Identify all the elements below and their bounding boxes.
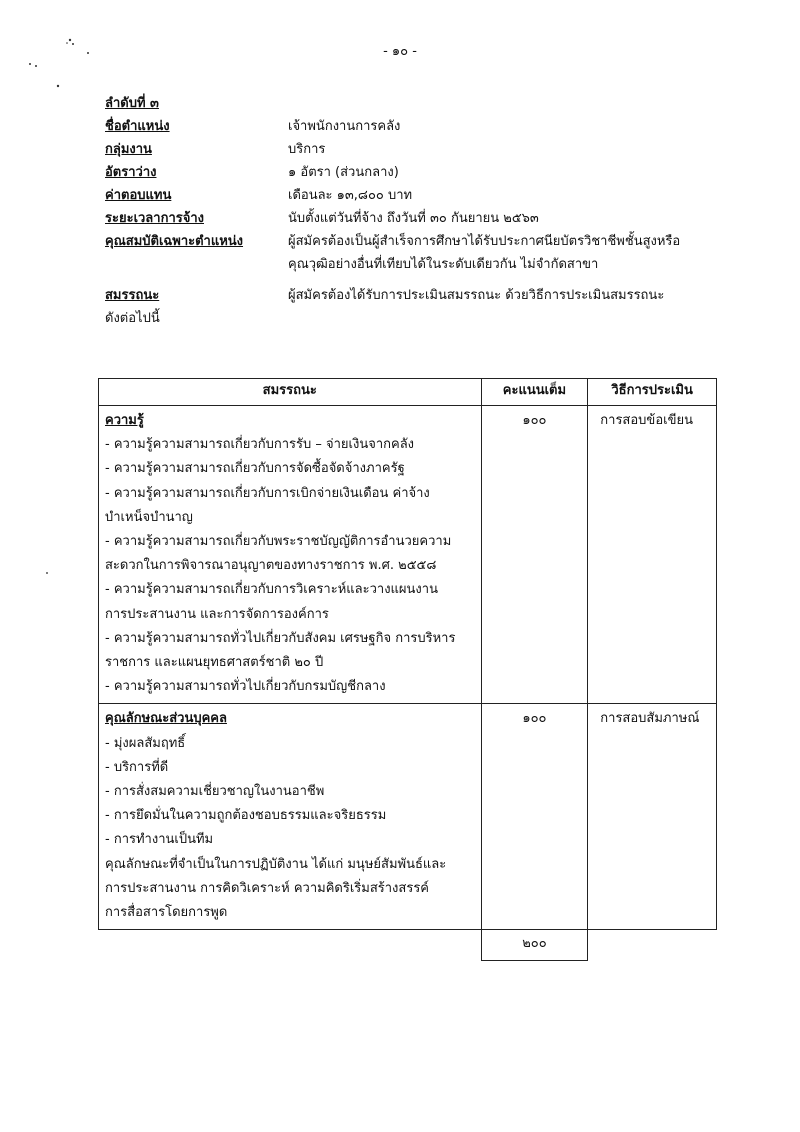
competency-table xyxy=(98,378,717,961)
list-item: การสื่อสารโดยการพูด xyxy=(105,905,228,921)
list-item: - การยึดมั่นในความถูกต้องชอบธรรมและจริยธรรม xyxy=(105,808,387,824)
list-item: คุณลักษณะที่จำเป็นในการปฏิบัติงาน ได้แก่ มนุษย์สัมพันธ์และ xyxy=(105,856,447,872)
trailing-row xyxy=(105,307,715,330)
header-full-score: คะแนนเต็ม xyxy=(481,379,588,406)
competency-label: สมรรถนะ xyxy=(105,288,160,303)
total-spacer xyxy=(588,930,717,961)
header-competency: สมรรถนะ xyxy=(99,379,482,406)
qualification-row xyxy=(105,230,715,276)
total-row xyxy=(99,930,717,961)
list-item: - ความรู้ความสามารถเกี่ยวกับการจัดซื้อจัดจ้างภาครัฐ xyxy=(105,461,405,477)
list-item: - ความรู้ความสามารถเกี่ยวกับการวิเคราะห์และวางแผนงาน xyxy=(105,582,438,598)
section-title: คุณลักษณะส่วนบุคคล xyxy=(105,711,227,727)
score-value: ๑๐๐ xyxy=(522,711,547,727)
personal-score-cell xyxy=(481,704,588,930)
personal-method-cell xyxy=(588,704,717,930)
position-name-row xyxy=(105,115,715,138)
knowledge-method-cell xyxy=(588,406,717,704)
list-item: - ความรู้ความสามารถเกี่ยวกับพระราชบัญญัติการอำนวยความ xyxy=(105,534,452,550)
qualification-value: ผู้สมัครต้องเป็นผู้สำเร็จการศึกษาได้รับประกาศนียบัตรวิชาชีพชั้นสูงหรือคุณวุฒิอย่างอื่นที่เทียบได้ในระดับเดียวกัน ไม่จำกัดสาขา xyxy=(288,234,681,272)
order-label: ลำดับที่ ๓ xyxy=(105,96,159,111)
method-value: การสอบข้อเขียน xyxy=(600,413,693,428)
compensation-value: เดือนละ ๑๓,๘๐๐ บาท xyxy=(288,188,413,203)
vacancy-value: ๑ อัตรา (ส่วนกลาง) xyxy=(288,165,399,180)
method-value: การสอบสัมภาษณ์ xyxy=(600,711,700,727)
list-item: - การทำงานเป็นทีม xyxy=(105,832,214,848)
list-item: - ความรู้ความสามารถเกี่ยวกับการรับ – จ่ายเงินจากคลัง xyxy=(105,437,415,453)
compensation-row xyxy=(105,184,715,207)
position-details xyxy=(105,92,715,330)
scan-speck xyxy=(44,570,50,576)
personal-attributes-cell xyxy=(99,704,482,930)
knowledge-cell xyxy=(99,406,482,704)
qualification-label: คุณสมบัติเฉพาะตำแหน่ง xyxy=(105,234,244,249)
order-row xyxy=(105,92,715,115)
employment-period-row xyxy=(105,207,715,230)
position-name-label: ชื่อตำแหน่ง xyxy=(105,119,170,134)
list-item: สะดวกในการพิจารณาอนุญาตของทางราชการ พ.ศ. ๒๕๕๘ xyxy=(105,558,437,574)
score-value: ๑๐๐ xyxy=(522,413,547,428)
compensation-label: ค่าตอบแทน xyxy=(105,188,172,203)
table-row xyxy=(99,406,717,704)
list-item: - มุ่งผลสัมฤทธิ์ xyxy=(105,735,186,751)
competency-row xyxy=(105,284,715,307)
work-group-value: บริการ xyxy=(288,142,326,157)
list-item: - ความรู้ความสามารถทั่วไปเกี่ยวกับกรมบัญชีกลาง xyxy=(105,679,386,695)
list-item: - ความรู้ความสามารถเกี่ยวกับการเบิกจ่ายเงินเดือน ค่าจ้าง xyxy=(105,485,430,501)
table-row xyxy=(99,704,717,930)
page-number: - ๑๐ - xyxy=(383,44,417,59)
header-assessment-method: วิธีการประเมิน xyxy=(588,379,717,406)
trailing-text: ดังต่อไปนี้ xyxy=(105,311,160,326)
knowledge-score-cell xyxy=(481,406,588,704)
vacancy-label: อัตราว่าง xyxy=(105,165,157,180)
list-item: - ความรู้ความสามารถทั่วไปเกี่ยวกับสังคม เศรษฐกิจ การบริหาร xyxy=(105,630,456,646)
employment-period-value: นับตั้งแต่วันที่จ้าง ถึงวันที่ ๓๐ กันยายน ๒๕๖๓ xyxy=(288,211,539,226)
scan-specks xyxy=(22,28,92,98)
list-item: บำเหน็จบำนาญ xyxy=(105,509,193,525)
list-item: ราชการ และแผนยุทธศาสตร์ชาติ ๒๐ ปี xyxy=(105,655,324,671)
list-item: - การสั่งสมความเชี่ยวชาญในงานอาชีพ xyxy=(105,784,325,800)
work-group-row xyxy=(105,138,715,161)
total-spacer xyxy=(99,930,482,961)
list-item: การประสานงาน การคิดวิเคราะห์ ความคิดริเริ่มสร้างสรรค์ xyxy=(105,880,429,896)
total-score: ๒๐๐ xyxy=(481,930,588,961)
list-item: - บริการที่ดี xyxy=(105,759,169,775)
list-item: การประสานงาน และการจัดการองค์การ xyxy=(105,606,329,622)
employment-period-label: ระยะเวลาการจ้าง xyxy=(105,211,204,226)
section-title: ความรู้ xyxy=(105,413,144,428)
vacancy-row xyxy=(105,161,715,184)
table-header-row xyxy=(99,379,717,406)
work-group-label: กลุ่มงาน xyxy=(105,142,152,157)
competency-value: ผู้สมัครต้องได้รับการประเมินสมรรถนะ ด้วยวิธีการประเมินสมรรถนะ xyxy=(288,288,665,303)
position-name-value: เจ้าพนักงานการคลัง xyxy=(288,119,401,134)
